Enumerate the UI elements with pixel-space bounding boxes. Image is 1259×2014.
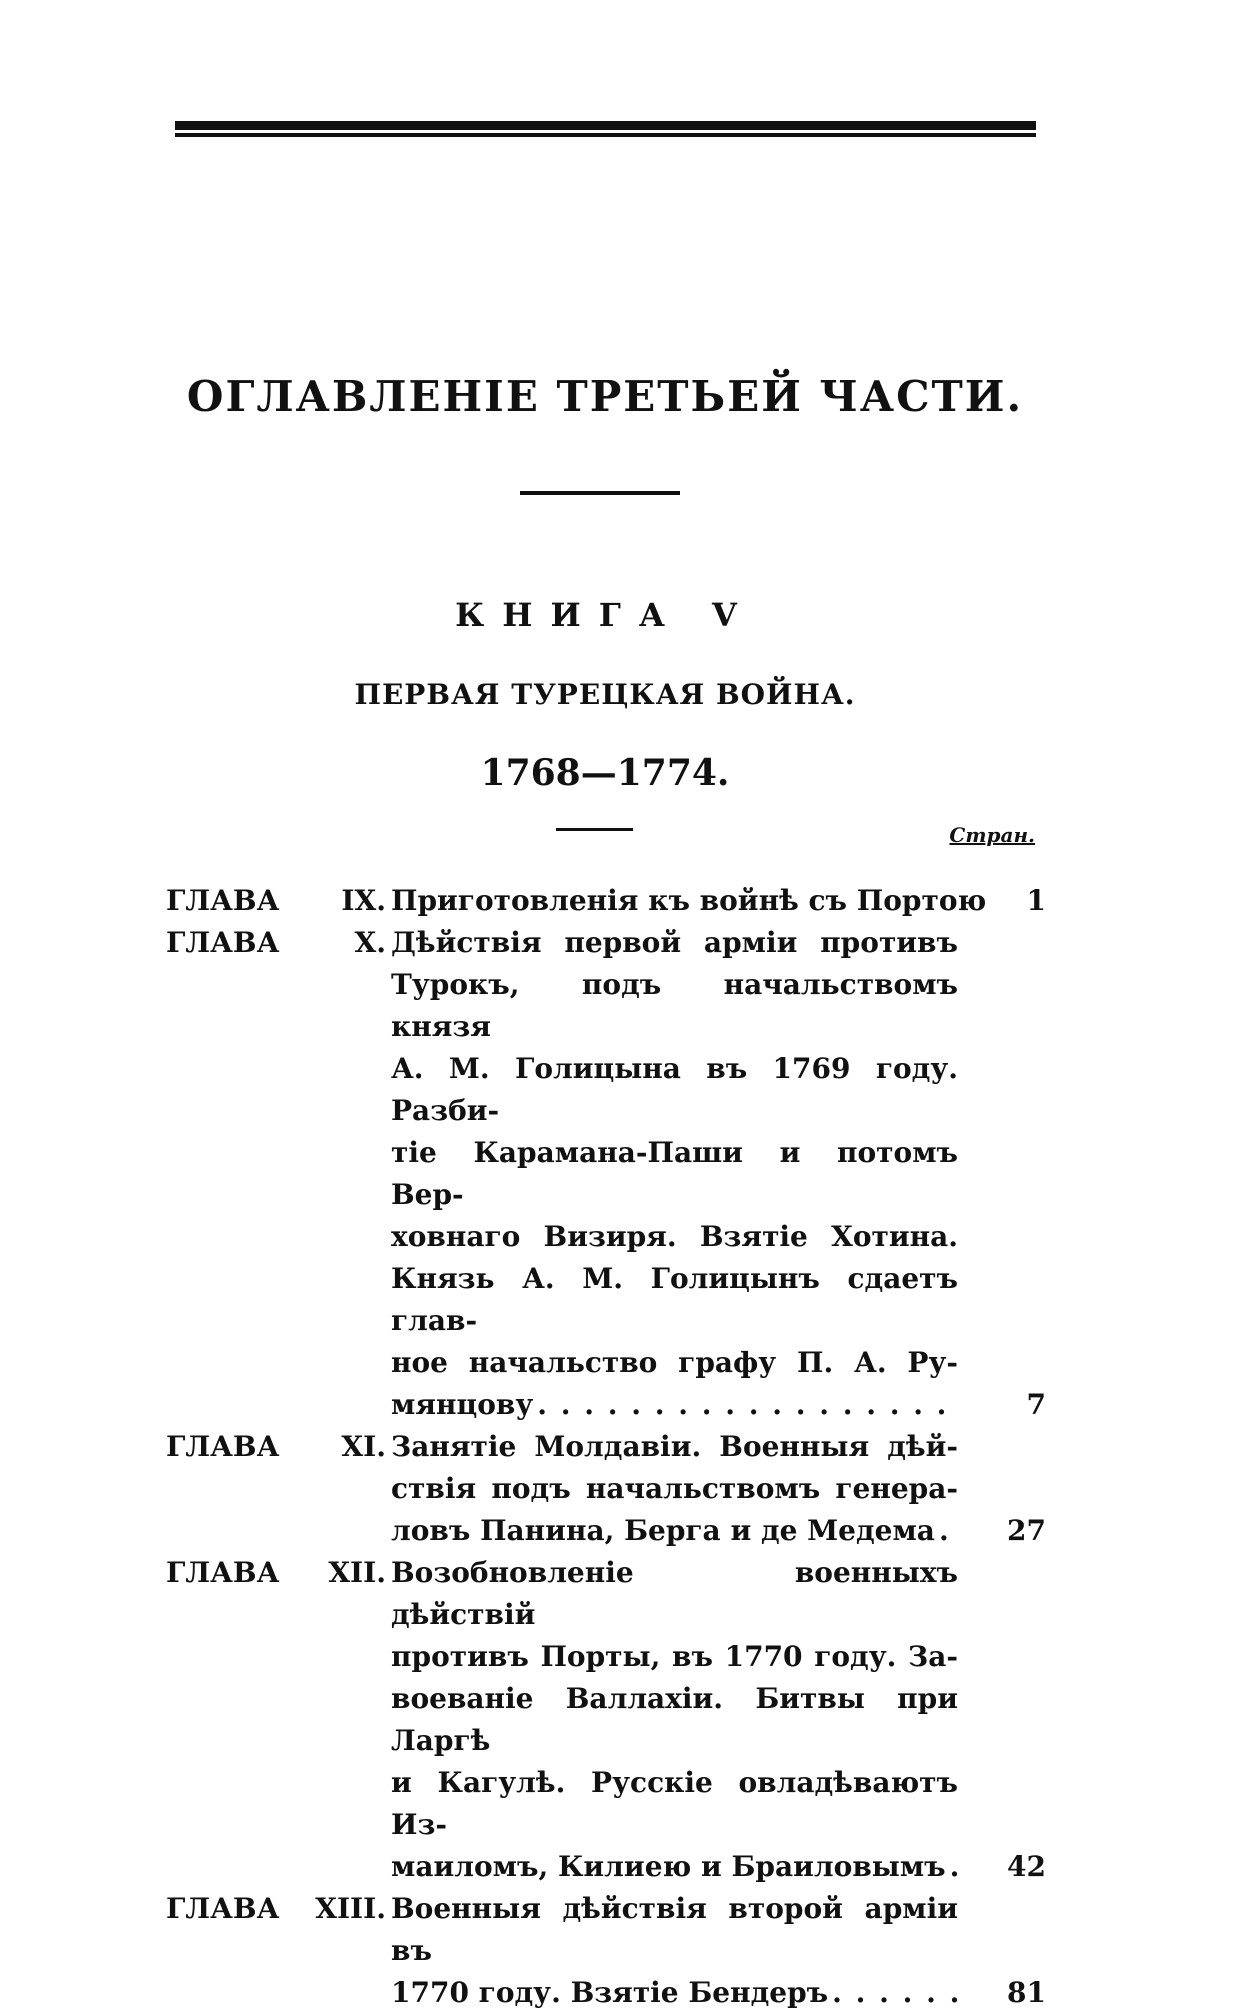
toc-entry — [166, 1552, 1046, 1888]
description-line: Дѣйствія первой арміи противъ — [391, 926, 958, 959]
toc-entry — [166, 1426, 1046, 1552]
description-line: маиломъ, Килиею и Браиловымъ — [391, 1850, 946, 1883]
chapter-word: ГЛАВА — [166, 1892, 280, 1925]
top-double-rule — [175, 121, 1036, 141]
description-line: А. М. Голицына въ 1769 году. Разби- — [391, 1052, 958, 1127]
chapter-description — [391, 1426, 958, 1552]
description-line: мянцову — [391, 1388, 534, 1421]
title-divider — [520, 491, 680, 495]
description-line: противъ Порты, въ 1770 году. За- — [391, 1640, 958, 1673]
description-line: Князь А. М. Голицынъ сдаетъ глав- — [391, 1262, 958, 1337]
chapter-word: ГЛАВА — [166, 926, 280, 959]
dot-leader — [537, 1384, 958, 1426]
description-line: тіе Карамана-Паши и потомъ Вер- — [391, 1136, 958, 1211]
description-last-line — [391, 880, 987, 922]
page-number: 27 — [1007, 1514, 1046, 1547]
dot-leader — [832, 1972, 958, 2014]
pages-column-label: Стран. — [949, 823, 1035, 847]
chapter-description — [391, 1888, 958, 2014]
description-line: ловъ Панина, Берга и де Медема — [391, 1514, 935, 1547]
description-last-line — [391, 1846, 958, 1888]
toc-entry — [166, 880, 1046, 922]
chapter-label — [166, 922, 390, 964]
description-last-line — [391, 1384, 958, 1426]
chapter-word: ГЛАВА — [166, 1556, 280, 1589]
description-line: ное начальство графу П. А. Ру- — [391, 1346, 958, 1379]
description-line: Военныя дѣйствія второй арміи въ — [391, 1892, 958, 1967]
chapter-label — [166, 880, 390, 922]
page-number: 7 — [1026, 1388, 1046, 1421]
description-line: и Кагулѣ. Русскіе овладѣваютъ Из- — [391, 1766, 958, 1841]
years-range: 1768—1774. — [480, 752, 730, 794]
page-title: ОГЛАВЛЕНІЕ ТРЕТЬЕЙ ЧАСТИ. — [186, 372, 1024, 421]
chapter-label — [166, 1888, 390, 1930]
description-line: 1770 году. Взятіе Бендеръ — [391, 1976, 829, 2009]
book-heading: КНИГА V — [455, 596, 755, 634]
dot-leader — [950, 1846, 958, 1888]
page-number: 42 — [1007, 1850, 1046, 1883]
description-line: Приготовленія къ войнѣ съ Портою — [391, 884, 987, 917]
years-divider — [556, 828, 633, 831]
chapter-number: XII. — [328, 1556, 386, 1589]
chapter-label — [166, 1426, 390, 1468]
description-line: воеваніе Валлахіи. Битвы при Ларгѣ — [391, 1682, 958, 1757]
toc-entry — [166, 922, 1046, 1426]
chapter-number: XIII. — [315, 1892, 386, 1925]
description-line: Занятіе Молдавіи. Военныя дѣй- — [391, 1430, 958, 1463]
toc-entry — [166, 1888, 1046, 2014]
description-line: Возобновленіе военныхъ дѣйствій — [391, 1556, 958, 1631]
top-rule-thin — [175, 133, 1036, 137]
chapter-description — [391, 1552, 958, 1888]
description-line: ствія подъ начальствомъ генера- — [391, 1472, 958, 1505]
dot-leader — [939, 1510, 958, 1552]
description-line: Турокъ, подъ начальствомъ князя — [391, 968, 958, 1043]
chapter-word: ГЛАВА — [166, 884, 280, 917]
description-last-line — [391, 1510, 958, 1552]
page-number: 81 — [1007, 1976, 1046, 2009]
war-subtitle: ПЕРВАЯ ТУРЕЦКАЯ ВОЙНА. — [354, 678, 856, 711]
page-number: 1 — [1026, 884, 1046, 917]
description-last-line — [391, 1972, 958, 2014]
chapter-label — [166, 1552, 390, 1594]
chapter-number: XI. — [341, 1430, 386, 1463]
chapter-description — [391, 922, 958, 1426]
chapter-description — [391, 880, 987, 922]
description-line: ховнаго Визиря. Взятіе Хотина. — [391, 1220, 958, 1253]
table-of-contents — [166, 880, 1046, 2014]
chapter-number: X. — [354, 926, 386, 959]
chapter-number: IX. — [341, 884, 386, 917]
chapter-word: ГЛАВА — [166, 1430, 280, 1463]
top-rule-thick — [175, 121, 1036, 130]
